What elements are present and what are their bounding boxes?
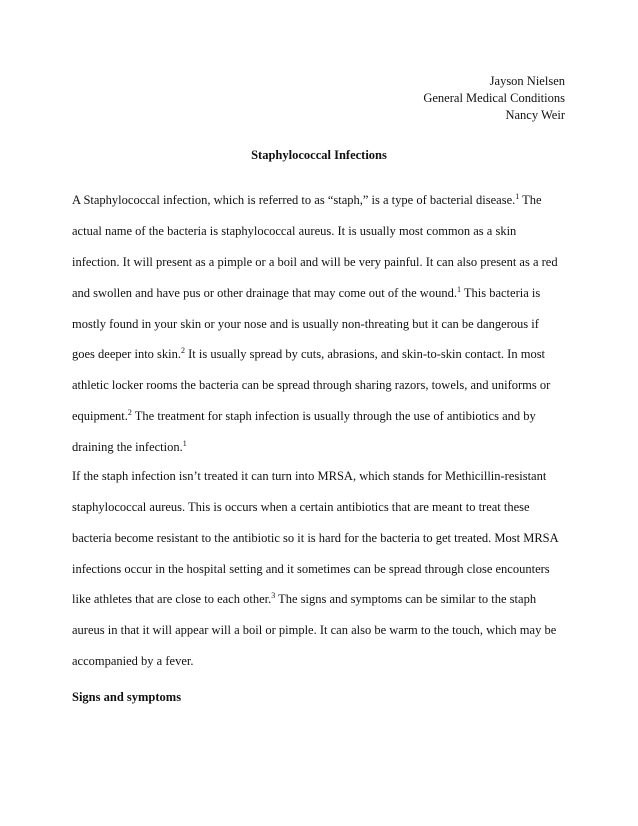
- body-line: infections occur in the hospital setting and it sometimes can be spread through close encounters: [72, 562, 550, 576]
- body-line: and swollen and have pus or other drainage that may come out of the wound.$^1$ This bacteria is: [72, 285, 541, 300]
- body-line: bacteria become resistant to the antibiotic so it is hard for the bacteria to get treated. Most MRSA: [72, 531, 559, 545]
- body-line: accompanied by a fever.: [72, 654, 194, 668]
- footnote-marker: 3: [271, 591, 276, 600]
- footnote-marker: 1: [515, 192, 520, 201]
- body-line: athletic locker rooms the bacteria can be spread through sharing razors, towels, and uniforms or: [72, 378, 551, 392]
- section-heading: Signs and symptoms: [72, 690, 182, 704]
- body-line: draining the infection.$^1$: [72, 439, 187, 454]
- footnote-marker: 2: [181, 346, 186, 355]
- body-line: like athletes that are close to each other.$^3$ The signs and symptoms can be similar to the staph: [72, 591, 537, 606]
- body-line: aureus in that it will appear will a boil or pimple. It can also be warm to the touch, which may be: [72, 623, 557, 637]
- document-title: Staphylococcal Infections: [251, 148, 387, 162]
- body-line: A Staphylococcal infection, which is referred to as “staph,” is a type of bacterial disease.$^1$ The: [72, 192, 542, 207]
- body-line: equipment.$^2$ The treatment for staph infection is usually through the use of antibiotics and by: [72, 408, 536, 423]
- instructor-name: Nancy Weir: [505, 108, 565, 122]
- body-line: If the staph infection isn’t treated it can turn into MRSA, which stands for Methicillin-resistant: [72, 469, 547, 483]
- footnote-marker: 1: [182, 439, 187, 448]
- author-name: Jayson Nielsen: [489, 74, 565, 88]
- course-name: General Medical Conditions: [423, 91, 565, 105]
- header-block: [423, 73, 565, 124]
- body-line: actual name of the bacteria is staphylococcal aureus. It is usually most common as a skin: [72, 224, 517, 238]
- footnote-marker: 2: [127, 408, 132, 417]
- body-line: infection. It will present as a pimple or a boil and will be very painful. It can also present as a red: [72, 255, 558, 269]
- footnote-marker: 1: [456, 285, 461, 294]
- body-line: goes deeper into skin.$^2$ It is usually spread by cuts, abrasions, and skin-to-skin contact. In most: [72, 346, 546, 361]
- body-line: staphylococcal aureus. This is occurs when a certain antibiotics that are meant to treat these: [72, 500, 530, 514]
- body-line: mostly found in your skin or your nose and is usually non-threating but it can be dangerous if: [72, 317, 539, 331]
